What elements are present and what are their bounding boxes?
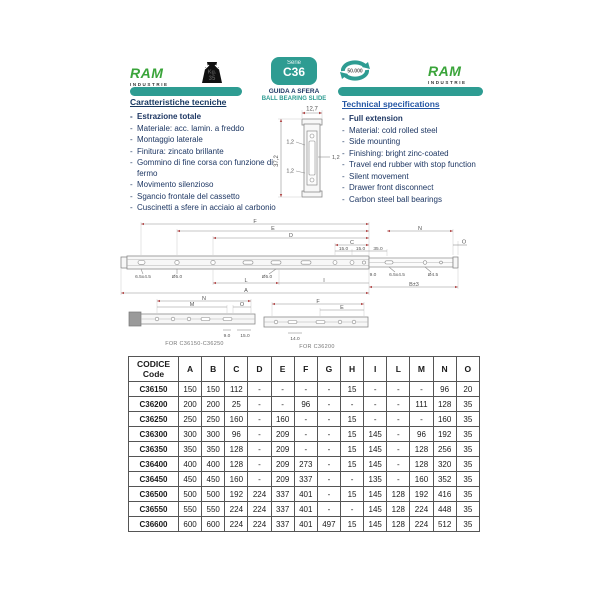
ram-logo [130, 66, 169, 88]
hole-slot-right-label: 6.5x4.5 [389, 273, 405, 278]
table-cell: - [364, 382, 387, 397]
table-cell: 96 [294, 397, 317, 412]
table-cell: - [248, 457, 271, 472]
table-cell: - [317, 427, 340, 442]
table-cell: - [364, 397, 387, 412]
table-cell: 200 [179, 397, 202, 412]
spec-item: - Finitura: zincato brillante [130, 147, 278, 158]
table-cell: 337 [271, 517, 294, 532]
table-row [129, 517, 480, 532]
table-cell: 200 [202, 397, 225, 412]
table-cell: 15 [340, 382, 363, 397]
table-cell: 96 [410, 427, 433, 442]
table-cell: - [271, 382, 294, 397]
table-header-row [129, 357, 480, 382]
cycles-badge [337, 56, 373, 85]
table-cell: 448 [433, 502, 456, 517]
spec-item: - Montaggio laterale [130, 135, 278, 146]
table-cell: 550 [202, 502, 225, 517]
table-cell: 192 [225, 487, 248, 502]
table-cell: 128 [387, 502, 410, 517]
header-col-I: I [364, 357, 387, 382]
weight-icon [197, 59, 227, 85]
detail2-caption: FOR C36200 [299, 344, 335, 350]
table-cell: 15 [340, 427, 363, 442]
cycles-icon [337, 56, 373, 85]
table-cell: 160 [410, 472, 433, 487]
table-cell: - [340, 502, 363, 517]
row-code: C36350 [129, 442, 179, 457]
table-cell: - [340, 397, 363, 412]
table-cell: 160 [225, 412, 248, 427]
table-cell: - [248, 472, 271, 487]
detail-drawing-2 [262, 299, 372, 350]
header-codice-line1: CODICE [136, 358, 171, 369]
table-cell: - [317, 382, 340, 397]
table-cell: - [317, 397, 340, 412]
table-cell: - [410, 412, 433, 427]
load-value: 35 [208, 76, 216, 82]
row-code: C36450 [129, 472, 179, 487]
table-cell: 497 [317, 517, 340, 532]
table-cell: 500 [202, 487, 225, 502]
table-cell: - [248, 397, 271, 412]
ram-logo-subtext: INDUSTRIE [428, 80, 467, 85]
table-cell: 20 [456, 382, 479, 397]
table-cell: 209 [271, 427, 294, 442]
header-col-N: N [433, 357, 456, 382]
table-cell: - [248, 382, 271, 397]
table-cell: 160 [225, 472, 248, 487]
table-cell: 145 [364, 517, 387, 532]
table-cell: 209 [271, 457, 294, 472]
table-cell: 15 [340, 412, 363, 427]
table-cell: 35 [456, 457, 479, 472]
series-code: C36 [282, 65, 305, 79]
table-cell: 35 [456, 412, 479, 427]
header-col-F: F [294, 357, 317, 382]
dim-width: 12,7 [306, 106, 318, 113]
table-cell: 35 [456, 517, 479, 532]
table-cell: - [340, 472, 363, 487]
table-cell: 209 [271, 472, 294, 487]
dim-wall3: 1,2 [286, 168, 294, 175]
hole-d45-label: Ø4.5 [427, 273, 439, 278]
table-cell: 500 [179, 487, 202, 502]
table-cell: 15 [340, 487, 363, 502]
table-cell: 450 [202, 472, 225, 487]
table-cell: 145 [364, 502, 387, 517]
table-cell: 512 [433, 517, 456, 532]
dim-D: D [289, 232, 293, 239]
table-cell: 350 [179, 442, 202, 457]
dim-15a: 15.0 [338, 246, 349, 252]
table-cell: - [248, 412, 271, 427]
table-cell: 112 [225, 382, 248, 397]
table-cell: 256 [433, 442, 456, 457]
spec-item: - Sgancio frontale del cassetto [130, 192, 278, 203]
table-cell: 400 [202, 457, 225, 472]
table-cell: 145 [364, 442, 387, 457]
series-badge [271, 57, 317, 85]
table-cell: 145 [364, 427, 387, 442]
ram-logo-text: RAM [130, 65, 164, 81]
hole-d5b-label: Ø5.0 [261, 275, 273, 280]
row-code: C36300 [129, 427, 179, 442]
table-cell: 401 [294, 487, 317, 502]
table-cell: - [248, 442, 271, 457]
table-cell: 273 [294, 457, 317, 472]
table-cell: - [387, 457, 410, 472]
hole-d5a-label: Ø5.0 [171, 275, 183, 280]
header-col-C: C [225, 357, 248, 382]
table-cell: 128 [225, 442, 248, 457]
header-codice-line2: Code [142, 369, 165, 379]
table-cell: 35 [456, 472, 479, 487]
table-cell: 224 [225, 517, 248, 532]
table-cell: 135 [364, 472, 387, 487]
table-row [129, 472, 480, 487]
spec-item: - Carbon steel ball bearings [342, 195, 490, 206]
table-cell: 96 [225, 427, 248, 442]
table-cell: - [294, 427, 317, 442]
table-cell: 15 [340, 457, 363, 472]
dim-E: E [271, 225, 275, 232]
table-cell: 300 [179, 427, 202, 442]
row-code: C36400 [129, 457, 179, 472]
spec-item: - Movimento silenzioso [130, 180, 278, 191]
spec-item: - Cuscinetti a sfere in acciaio al carbonio [130, 203, 278, 214]
table-row [129, 502, 480, 517]
table-row [129, 382, 480, 397]
table-cell: 224 [248, 502, 271, 517]
dim-O: O [461, 239, 467, 246]
table-cell: 192 [433, 427, 456, 442]
table-cell: 128 [410, 457, 433, 472]
table-cell: - [294, 442, 317, 457]
series-subtitle-en: BALL BEARING SLIDE [261, 96, 327, 102]
table-cell: 600 [202, 517, 225, 532]
detail-drawing-1 [127, 296, 262, 347]
dim-35: 35.0 [373, 246, 383, 252]
table-row [129, 412, 480, 427]
dim-A: A [244, 287, 248, 294]
table-cell: 145 [364, 457, 387, 472]
table-cell: 352 [433, 472, 456, 487]
table-cell: - [387, 412, 410, 427]
specs-english-heading: Technical specifications [342, 99, 440, 109]
table-cell: 35 [456, 487, 479, 502]
detail1-dim-9: 9.0 [223, 334, 231, 339]
dim-height: 37,2 [274, 155, 280, 167]
table-cell: 224 [248, 517, 271, 532]
header-col-O: O [456, 357, 479, 382]
spec-item: - Side mounting [342, 137, 490, 148]
row-code: C36550 [129, 502, 179, 517]
table-cell: - [387, 472, 410, 487]
dim-F: F [253, 219, 257, 225]
dim-wall1: 1,2 [286, 139, 294, 146]
table-cell: 337 [271, 502, 294, 517]
table-cell: - [271, 397, 294, 412]
table-row [129, 457, 480, 472]
spec-item: - Full extension [342, 114, 490, 125]
row-code: C36500 [129, 487, 179, 502]
table-cell: 35 [456, 427, 479, 442]
table-cell: 192 [410, 487, 433, 502]
spec-item: - Estrazione totale [130, 112, 278, 123]
dim-15b: 15.0 [355, 246, 366, 252]
table-cell: 15 [340, 517, 363, 532]
row-code: C36250 [129, 412, 179, 427]
cycles-value: 50.000 [347, 68, 363, 75]
table-cell: 224 [410, 517, 433, 532]
dim-I: I [323, 277, 325, 284]
spec-item: - Material: cold rolled steel [342, 126, 490, 137]
table-cell: - [317, 472, 340, 487]
table-cell: 450 [179, 472, 202, 487]
table-cell: 128 [410, 442, 433, 457]
load-capacity-badge [197, 59, 227, 85]
spec-item: - Travel end rubber with stop function [342, 160, 490, 171]
table-cell: - [410, 382, 433, 397]
dim-C: C [350, 239, 354, 246]
table-row [129, 442, 480, 457]
header-col-L: L [387, 357, 410, 382]
dim-wall2: 1,2 [332, 155, 340, 161]
table-cell: 128 [225, 457, 248, 472]
detail1-caption: FOR C36150-C36250 [165, 341, 224, 347]
table-cell: 209 [271, 442, 294, 457]
series-label: Serie [286, 60, 301, 66]
table-cell: 550 [179, 502, 202, 517]
table-cell: 401 [294, 517, 317, 532]
teal-bar-right [338, 87, 483, 96]
ram-logo-text: RAM [428, 63, 462, 79]
cross-section-drawing [252, 105, 352, 211]
table-cell: - [317, 502, 340, 517]
table-row [129, 397, 480, 412]
table-cell: 337 [294, 472, 317, 487]
table-cell: 224 [410, 502, 433, 517]
ram-logo-right [428, 64, 467, 86]
load-unit: Kg. [207, 69, 217, 76]
table-cell: 35 [456, 442, 479, 457]
table-cell: - [248, 427, 271, 442]
table-cell: 145 [364, 487, 387, 502]
ram-logo-subtext: INDUSTRIE [130, 82, 169, 87]
table-cell: - [294, 382, 317, 397]
table-cell: 111 [410, 397, 433, 412]
table-cell: 35 [456, 397, 479, 412]
table-cell: - [387, 442, 410, 457]
header-col-H: H [340, 357, 363, 382]
spec-item: - Finishing: bright zinc-coated [342, 149, 490, 160]
table-cell: 160 [271, 412, 294, 427]
specs-english [342, 99, 490, 206]
detail1-dim-M: M [189, 301, 195, 308]
teal-bar-left [130, 87, 242, 96]
table-row [129, 427, 480, 442]
table-cell: 128 [387, 517, 410, 532]
dim-B: B±3 [409, 281, 419, 288]
dim-N: N [418, 225, 422, 232]
header-col-B: B [202, 357, 225, 382]
table-cell: 400 [179, 457, 202, 472]
header-col-M: M [410, 357, 433, 382]
hole-slot-left-label: 6.5x4.5 [135, 275, 151, 280]
table-cell: 300 [202, 427, 225, 442]
series-subtitle-it: GUIDA A SFERA [268, 88, 320, 95]
spec-item: - Drawer front disconnect [342, 183, 490, 194]
table-cell: - [294, 412, 317, 427]
table-cell: - [387, 382, 410, 397]
table-cell: 96 [433, 382, 456, 397]
table-cell: - [317, 457, 340, 472]
table-cell: 250 [202, 412, 225, 427]
detail1-dim-N: N [202, 296, 206, 302]
table-cell: 416 [433, 487, 456, 502]
table-cell: 15 [340, 442, 363, 457]
table-cell: - [387, 397, 410, 412]
specs-italian-heading: Caratteristiche tecniche [130, 97, 227, 107]
table-cell: - [387, 427, 410, 442]
table-cell: - [317, 442, 340, 457]
table-row [129, 487, 480, 502]
spec-item: - Gommino di fine corsa con funzione di fermo [130, 158, 278, 179]
detail2-dim-14: 14.0 [290, 337, 300, 342]
table-cell: 224 [225, 502, 248, 517]
spec-item: - Silent movement [342, 172, 490, 183]
dimension-table [128, 356, 480, 532]
header-col-E: E [271, 357, 294, 382]
detail2-dim-E: E [340, 304, 344, 311]
table-cell: 128 [433, 397, 456, 412]
table-cell: 250 [179, 412, 202, 427]
table-cell: - [364, 412, 387, 427]
table-cell: 320 [433, 457, 456, 472]
header-col-A: A [179, 357, 202, 382]
table-cell: 150 [202, 382, 225, 397]
table-cell: 401 [294, 502, 317, 517]
detail2-dim-F: F [316, 299, 320, 305]
header-codice [129, 357, 179, 382]
table-cell: 224 [248, 487, 271, 502]
table-cell: 337 [271, 487, 294, 502]
table-cell: 350 [202, 442, 225, 457]
header-col-G: G [317, 357, 340, 382]
main-slide-drawing [119, 219, 481, 297]
header-col-D: D [248, 357, 271, 382]
table-cell: 600 [179, 517, 202, 532]
table-cell: 25 [225, 397, 248, 412]
row-code: C36150 [129, 382, 179, 397]
dim-L: L [244, 277, 248, 284]
table-cell: - [317, 412, 340, 427]
spec-item: - Materiale: acc. lamin. a freddo [130, 124, 278, 135]
specs-english-list [342, 114, 490, 205]
dim-9: 9.0 [369, 273, 377, 278]
detail1-dim-15: 15.0 [240, 334, 250, 339]
table-cell: 128 [387, 487, 410, 502]
table-cell: 160 [433, 412, 456, 427]
row-code: C36600 [129, 517, 179, 532]
table-cell: 150 [179, 382, 202, 397]
table-cell: 35 [456, 502, 479, 517]
table-cell: - [317, 487, 340, 502]
row-code: C36200 [129, 397, 179, 412]
detail1-dim-O: O [239, 301, 245, 308]
